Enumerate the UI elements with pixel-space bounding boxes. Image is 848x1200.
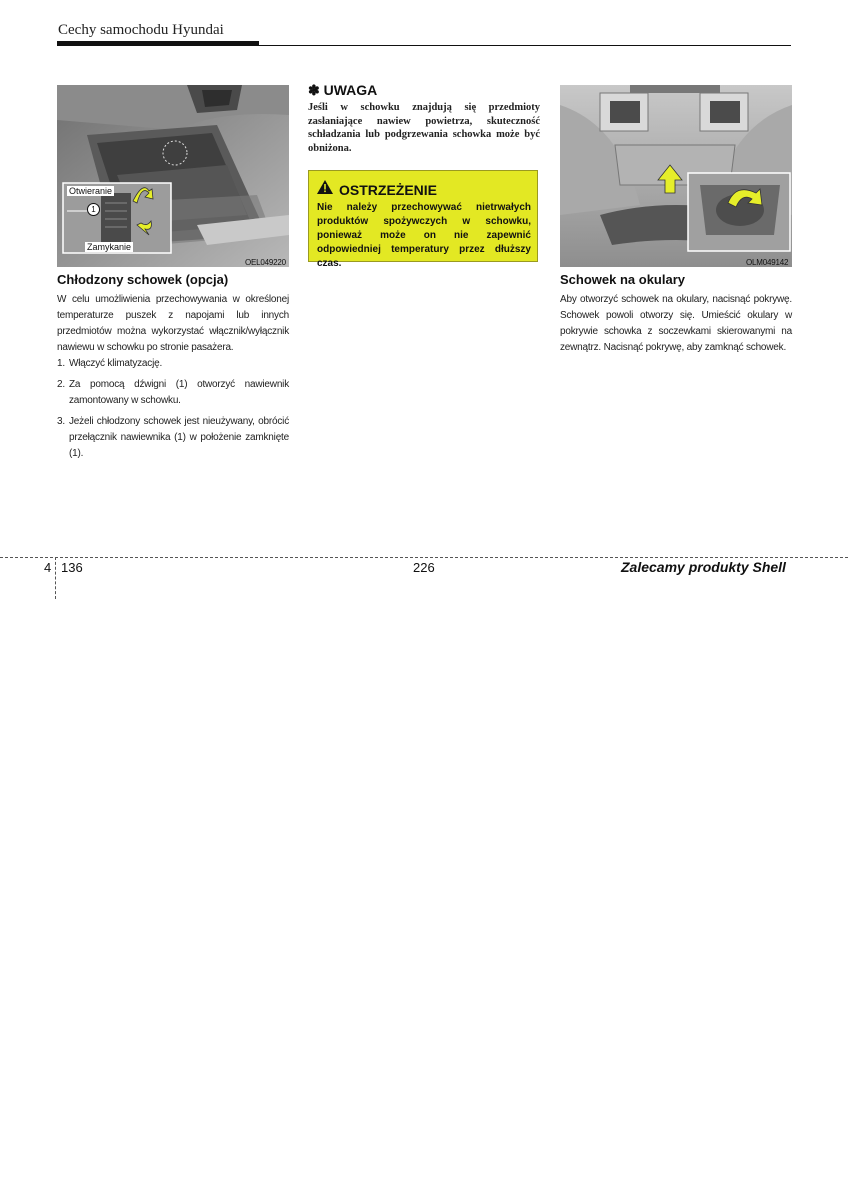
warning-title: OSTRZEŻENIE <box>339 181 438 198</box>
warning-text: Nie należy przechowywać nietrwałych produktów spożywczych w schowku, ponieważ może on nie zapewnić odpowiedniej temperatury przez dłuższy czas. <box>317 202 531 269</box>
list-item: 3. Jeżeli chłodzony schowek jest nieużywany, obrócić przełącznik nawiewnika (1) w położenie zamknięte (1). <box>57 416 289 459</box>
warning-box <box>308 170 538 269</box>
page-header-title: Cechy samochodu Hyundai <box>58 22 224 38</box>
header-rule-thin <box>57 45 791 46</box>
figure-label-open: Otwieranie <box>69 186 113 196</box>
warning-triangle-icon <box>317 180 333 199</box>
cooled-glovebox-intro: W celu umożliwienia przechowywania w określonej temperaturze puszek z napojami lub innych przedmiotów można wykorzystać włącznik/wyłącznik nawiewu w schowku po stronie pasażera. <box>57 294 289 353</box>
footer-center-number: 226 <box>413 560 435 575</box>
footer-divider-vertical <box>55 557 56 599</box>
list-item: 1. Włączyć klimatyzację. <box>57 358 163 369</box>
figure-label-close: Zamykanie <box>87 242 132 252</box>
section-heading-cooled-glovebox: Chłodzony schowek (opcja) <box>57 272 229 287</box>
list-item: 2. Za pomocą dźwigni (1) otworzyć nawiewnik zamontowany w schowku. <box>57 379 289 406</box>
sunglass-holder-text: Aby otworzyć schowek na okulary, nacisnąć pokrywę. Schowek powoli otworzy się. Umieścić okulary w pokrywie schowka z soczewkami skierowanymi na zewnątrz. Nacisnąć pokrywę, aby zamknąć schowek. <box>560 294 792 353</box>
footer-divider <box>0 557 848 558</box>
sunglass-holder-illustration <box>560 85 792 267</box>
note-heading: ✽ UWAGA <box>308 82 378 98</box>
footer-slogan: Zalecamy produkty Shell <box>621 559 786 575</box>
figure-code-right: OLM049142 <box>746 258 789 267</box>
glovebox-illustration <box>57 85 289 267</box>
note-text: Jeśli w schowku znajdują się przedmioty zasłaniające nawiew powietrza, skuteczność schładzania lub podgrzewania schowka może być obniżona. <box>308 102 540 154</box>
footer-chapter-number: 4 <box>44 560 52 575</box>
footer-page-number: 136 <box>61 560 83 575</box>
cooled-glovebox-steps <box>57 356 289 467</box>
section-heading-sunglass-holder: Schowek na okulary <box>560 272 685 287</box>
footer-chapter <box>44 560 83 575</box>
figure-label-number: 1 <box>87 203 100 216</box>
figure-code-left: OEL049220 <box>245 258 286 267</box>
